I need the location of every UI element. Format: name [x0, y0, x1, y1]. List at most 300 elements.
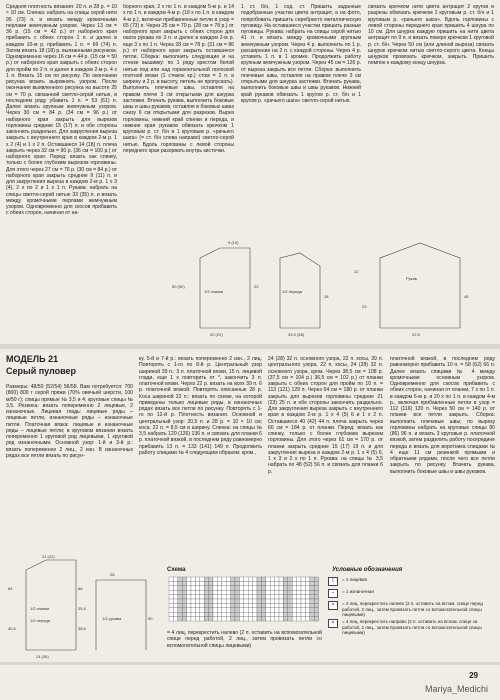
chart-cell — [222, 590, 226, 594]
model-header — [6, 354, 141, 379]
chart-cell — [217, 608, 221, 612]
bottom-sleeve-label: 1/2 рукава — [102, 616, 122, 621]
chart-cell — [235, 617, 239, 621]
chart-cell — [279, 577, 283, 581]
chart-cell — [261, 595, 265, 599]
chart-cell — [275, 581, 279, 585]
chart-cell — [209, 608, 213, 612]
chart-cell — [279, 617, 283, 621]
chart-cell — [182, 612, 186, 616]
chart-cell — [187, 577, 191, 581]
chart-cell — [195, 603, 199, 607]
chart-cell — [209, 590, 213, 594]
chart-cell — [191, 577, 195, 581]
chart-cell — [239, 617, 243, 621]
chart-cell — [209, 581, 213, 585]
chart-cell — [173, 603, 177, 607]
chart-cell — [226, 617, 230, 621]
chart-cell — [217, 599, 221, 603]
chart-cell — [301, 608, 305, 612]
back-label: 1/2 спинки — [204, 289, 224, 294]
chart-cell — [244, 599, 248, 603]
chart-cell — [261, 617, 265, 621]
chart-cell — [209, 612, 213, 616]
chart-cell — [301, 612, 305, 616]
chart-cell — [200, 577, 204, 581]
chart-cell — [261, 599, 265, 603]
chart-cell — [204, 599, 208, 603]
chart-cell — [187, 595, 191, 599]
legend-text: = 1 изнаночная — [342, 589, 374, 594]
chart-cell — [279, 603, 283, 607]
chart-cell — [270, 608, 274, 612]
chart-cell — [231, 599, 235, 603]
chart-cell — [305, 608, 309, 612]
chart-cell — [305, 599, 309, 603]
chart-cell — [173, 599, 177, 603]
chart-cell — [275, 577, 279, 581]
chart-cell — [239, 577, 243, 581]
chart-cell — [270, 599, 274, 603]
chart-cell — [283, 617, 287, 621]
chart-cell — [213, 586, 217, 590]
chart-cell — [244, 612, 248, 616]
chart-cell — [235, 590, 239, 594]
chart-cell — [244, 617, 248, 621]
chart-cell — [169, 608, 173, 612]
chart-cell — [270, 595, 274, 599]
chart-cell — [261, 581, 265, 585]
chart-note: = 4 лиц, перекрестить налево (2 п. оставить на вспомогательной спице перед работой, 2 лиц., затем провязать петли со вспомогательной спицы лицевыми) — [167, 630, 322, 649]
chart-cell — [209, 595, 213, 599]
chart-cell — [257, 603, 261, 607]
chart-cell — [297, 599, 301, 603]
chart-cell — [292, 603, 296, 607]
chart-cell — [257, 590, 261, 594]
bottom-schematics — [6, 550, 161, 660]
chart-cell — [283, 603, 287, 607]
chart-cell — [226, 599, 230, 603]
chart-cell — [314, 581, 318, 585]
chart-cell — [222, 586, 226, 590]
chart-cell — [182, 577, 186, 581]
chart-cell — [301, 603, 305, 607]
chart-cell — [235, 612, 239, 616]
chart-cell — [169, 590, 173, 594]
chart-cell — [266, 617, 270, 621]
chart-cell — [182, 608, 186, 612]
chart-cell — [239, 590, 243, 594]
model21-column-4 — [390, 356, 495, 551]
chart-cell — [270, 586, 274, 590]
chart-cell — [310, 608, 314, 612]
chart-cell — [226, 590, 230, 594]
chart-cell — [310, 599, 314, 603]
chart-cell — [195, 586, 199, 590]
chart-cell — [253, 586, 257, 590]
chart-cell — [195, 617, 199, 621]
chart-cell — [169, 599, 173, 603]
chart-cell — [314, 603, 318, 607]
schematic-svg — [170, 228, 490, 340]
chart-cell — [297, 577, 301, 581]
chart-cell — [292, 595, 296, 599]
chart-cell — [173, 617, 177, 621]
chart-cell — [182, 590, 186, 594]
chart-cell — [231, 577, 235, 581]
chart-cell — [288, 599, 292, 603]
chart-cell — [279, 581, 283, 585]
measure: 28 — [324, 294, 329, 299]
chart-cell — [200, 586, 204, 590]
chart-cell — [292, 581, 296, 585]
chart-cell — [248, 595, 252, 599]
chart-cell — [275, 612, 279, 616]
chart-cell — [301, 599, 305, 603]
chart-cell — [257, 595, 261, 599]
chart-cell — [248, 577, 252, 581]
chart-cell — [253, 603, 257, 607]
chart-cell — [257, 599, 261, 603]
chart-cell — [314, 595, 318, 599]
chart-cell — [182, 586, 186, 590]
legend — [328, 577, 494, 657]
chart-cell — [178, 617, 182, 621]
chart-cell — [217, 617, 221, 621]
measure: 64 — [8, 586, 13, 591]
chart-notes — [167, 630, 322, 660]
chart-cell — [195, 599, 199, 603]
chart-cell — [209, 586, 213, 590]
chart-cell — [288, 577, 292, 581]
chart-cell — [182, 595, 186, 599]
chart-cell — [297, 612, 301, 616]
chart-cell — [253, 617, 257, 621]
chart-cell — [288, 603, 292, 607]
legend-item — [328, 589, 494, 601]
chart-cell — [288, 617, 292, 621]
chart-cell — [253, 599, 257, 603]
chart-cell — [169, 612, 173, 616]
chart-cell — [226, 595, 230, 599]
chart-cell — [305, 617, 309, 621]
chart-cell — [200, 595, 204, 599]
chart-cell — [301, 595, 305, 599]
chart-cell — [178, 581, 182, 585]
model-title: Серый пуловер — [6, 366, 77, 376]
chart-cell — [182, 617, 186, 621]
chart-cell — [178, 608, 182, 612]
chart-cell — [191, 617, 195, 621]
chart-cell — [209, 603, 213, 607]
chart-cell — [257, 581, 261, 585]
chart-cell — [248, 581, 252, 585]
legend-text: = 1 лицевая — [342, 577, 368, 582]
chart-cell — [200, 590, 204, 594]
measure: 24 (26) — [36, 654, 49, 659]
chart-cell — [204, 577, 208, 581]
chart-cell — [178, 603, 182, 607]
sleeve-label: Рукав — [406, 276, 417, 281]
chart-cell — [301, 590, 305, 594]
chart-cell — [283, 581, 287, 585]
chart-cell — [261, 586, 265, 590]
chart-cell — [314, 590, 318, 594]
page-number: 29 — [469, 671, 478, 680]
chart-cell — [178, 612, 182, 616]
model21-column-3 — [268, 356, 383, 551]
cable-left-symbol: × — [328, 601, 338, 610]
column-text: 1 ст. б/н, 1 сод. ст. Пришить заданные подобранные участки цвета антрацит, а на фото, попробовать пришить серебристо металлическую пуговицу. На оставшиеся участки пришить разные пуговицы. Рукава: набрать на спицы серой нитью 41 п. и вязать между кромочными крупным жемчужным узором. Через 4 р. выполнить по 1 р. расширение на 2 п. с каждой стороны. Через 4 р. уставить 1 п. в 1 кромке. Продолжить работу крупным жемчужным узором. Через 45 см = 126 р. от выреза закрыть все петли. Сборка: выполнить плечевые швы, оставляя на правом плече 3 см открытыми для шнурка застежки. Втачать рукава, выполнить боковые швы и швы рукавов. Нижний край рукавов обвязать 1 кругом р. ст. б/н и 1 кругом р. «рачьего шага» светло-серой нитью. — [241, 4, 361, 104]
chart-cell — [310, 586, 314, 590]
knitting-chart — [167, 575, 322, 625]
chart-cell — [279, 608, 283, 612]
chart-cell — [283, 577, 287, 581]
chart-cell — [314, 586, 318, 590]
chart-cell — [173, 590, 177, 594]
model-number: МОДЕЛЬ 21 — [6, 354, 59, 364]
chart-cell — [239, 581, 243, 585]
measure: 38,5 — [78, 626, 86, 631]
chart-cell — [213, 599, 217, 603]
legend-item — [328, 601, 494, 619]
chart-cell — [213, 595, 217, 599]
chart-cell — [248, 612, 252, 616]
chart-cell — [244, 577, 248, 581]
chart-cell — [292, 612, 296, 616]
chart-cell — [222, 612, 226, 616]
chart-cell — [195, 590, 199, 594]
measure: 28 — [110, 572, 115, 577]
chart-cell — [195, 608, 199, 612]
chart-cell — [275, 608, 279, 612]
chart-cell — [266, 608, 270, 612]
measure: 50 — [148, 616, 153, 621]
chart-cell — [283, 595, 287, 599]
cable-right-symbol: × — [328, 619, 338, 628]
chart-cell — [169, 617, 173, 621]
chart-cell — [279, 590, 283, 594]
measure: 22,5 — [412, 332, 420, 337]
chart-cell — [292, 586, 296, 590]
chart-cell — [231, 595, 235, 599]
chart-cell — [213, 590, 217, 594]
chart-cell — [275, 603, 279, 607]
chart-cell — [226, 577, 230, 581]
chart-cell — [305, 590, 309, 594]
chart-cell — [266, 590, 270, 594]
chart-cell — [244, 603, 248, 607]
chart-cell — [178, 577, 182, 581]
chart-cell — [266, 603, 270, 607]
chart-cell — [169, 603, 173, 607]
chart-cell — [270, 577, 274, 581]
chart-cell — [222, 617, 226, 621]
chart-cell — [178, 590, 182, 594]
section-divider — [0, 344, 500, 349]
legend-text: = 4 лиц, перекрестить направо (2 п. оставить на вспом. спице за работой, 2 лиц., затем провязать петли со вспомогательной спицы лицевыми) — [342, 619, 482, 635]
chart-cell — [283, 599, 287, 603]
chart-cell — [253, 581, 257, 585]
chart-cell — [187, 586, 191, 590]
chart-cell — [182, 603, 186, 607]
chart-cell — [314, 599, 318, 603]
chart-cell — [213, 581, 217, 585]
chart-cell — [288, 586, 292, 590]
measure: 25,5 — [78, 606, 86, 611]
column-text: борного края, 2 х по 1 п. в каждом 5-м р. и 14 х по 1 п. в каждом 4-м р. (19 х по 1 п. в каждом 4-м р.), включая прибавленные петли в узор = 65 (73) п. Через 25 см = 70 р. (28 см = 78 р.) от наборного края закрыть с обеих сторон для оката рукава по 3 п. и далее в каждом 2-м р. еще 3 х по 1 п. Через 28 см = 78 р. (31 см = 86 р.) от наборного края закрыть оставшиеся петли. Сборка: выполнить следующие и на стенке вышивку: по 1 ряду крестом белой нитью под или над горизонтальной полоской плотной вязки (1 стежок кр.) стом = 2 п. в ширину и 2 р. в высоту, петель не пропускать). Выполнить плечевые швы, оставляя на правом плече 3 см открытыми для шнурка застежки. Втачать рукава, выполнить боковые швы и швы рукавов, оставляя в боковых швах снизу 6 см открытыми для разрезов. Вырез горловины, нижний край спинки и переда, и нижние края рукавов обвязать крючком 1 круговым р. ст. б/н и 1 круговым р. «рачьего шага» (= ст. б/н слева направо) светло-серой нитью. Вдоль горловины с левой стороны переднего края разорвать внутрь кисточки. — [123, 4, 234, 154]
chart-cell — [217, 590, 221, 594]
chart-cell — [178, 586, 182, 590]
chart-cell — [222, 603, 226, 607]
column-text: Средняя плотность вязания: 20 п. и 28 р. = 10 × 10 см. Спинка: набрать на спицы серой нити 95 (73) п. и вязать между кромочными перлами жемчужным узором. Через 13 см = 36 р. (15 см = 42 р.) от наборного края прибавить с обеих сторон 1 п. и далее в каждом 10-м р. прибавить 1 п. = 66 (74) п. Затем вязать 18 (18) р. выязанными рисунком. Одновременно через 16 см = 44 р. (15 см = 50 р.) от наборного края закрыть с обеих сторон для пройм по 2 п. и далее в каждом 2-м р. 4 х 1 п. Вязать 15 см по рисунку. По окончании рисунка вязать выровнить узором. После окончания выявленного рисунка на высоте 25 см = 70 р. связанной светло-серой нитью, в последнем ряду убавить 1 п. = 53 (61) п. Далее вязать крупным жемчужным узором. Через 30 см = 84 р. (34 см = 96 р.) от наборного края закрыть для вырезов горловины средние 15 (17) п. и обе стороны закончить раздельно. Для закругления выреза закрыть с внутреннего края в каждом 2-м р. 1 х 2 (4) и 1 х 2 п. Оставшиеся 14 (18) п. плеча закрыть через 32 см = 90 р. (36 см = 100 р.) от наборного края. Перед: вязать как спинку, только с более глубоким вырезом горловины. Для этого через 27 см = 76 р. (30 см = 84 р.) от наборного края закрыть средние 9 (11) п. и для закругления выреза в каждом 2-м р. 1 х 3 (4), 2 х по 2 и 1 х 1 п. Рукава: набрать на спицы светло-серой нитью 33 (35) п. и вязать между кромочными перлами жемчужным узором. Одновременно для скосов прибавить с обеих сторон, начиная от на- — [6, 4, 117, 217]
chart-cell — [231, 581, 235, 585]
chart-cell — [314, 612, 318, 616]
chart-cell — [209, 599, 213, 603]
chart-cell — [231, 608, 235, 612]
chart-cell — [226, 581, 230, 585]
chart-cell — [275, 599, 279, 603]
chart-cell — [253, 612, 257, 616]
chart-cell — [301, 617, 305, 621]
chart-cell — [266, 577, 270, 581]
chart-cell — [244, 595, 248, 599]
chart-cell — [244, 590, 248, 594]
chart-cell — [297, 617, 301, 621]
model21-column-1 — [6, 384, 133, 544]
chart-cell — [226, 608, 230, 612]
chart-cell — [297, 608, 301, 612]
chart-cell — [187, 603, 191, 607]
chart-cell — [209, 577, 213, 581]
legend-title: Условные обозначения — [332, 567, 403, 573]
chart-cell — [204, 608, 208, 612]
chart-cell — [222, 581, 226, 585]
chart-cell — [248, 590, 252, 594]
chart-cell — [235, 595, 239, 599]
chart-cell — [266, 612, 270, 616]
chart-cell — [239, 586, 243, 590]
chart-cell — [244, 586, 248, 590]
measure: 23 — [362, 304, 367, 309]
chart-cell — [305, 612, 309, 616]
chart-cell — [314, 577, 318, 581]
chart-cell — [213, 617, 217, 621]
chart-cell — [239, 595, 243, 599]
chart-cell — [187, 590, 191, 594]
chart-cell — [204, 612, 208, 616]
chart-cell — [266, 581, 270, 585]
chart-cell — [266, 595, 270, 599]
chart-cell — [217, 612, 221, 616]
back-piece-outline — [200, 248, 250, 328]
sleeve-outline — [380, 243, 460, 328]
chart-cell — [187, 617, 191, 621]
chart-cell — [173, 612, 177, 616]
chart-cell — [191, 603, 195, 607]
chart-cell — [204, 590, 208, 594]
chart-cell — [235, 577, 239, 581]
legend-item — [328, 619, 494, 637]
chart-cell — [288, 595, 292, 599]
chart-cell — [314, 608, 318, 612]
chart-cell — [217, 577, 221, 581]
measure: 66 — [78, 586, 83, 591]
chart-cell — [261, 603, 265, 607]
top-schematics — [170, 228, 490, 340]
chart-cell — [173, 581, 177, 585]
column-text: связать крючком нити цвета антрацит 2 кругов и разрезы обвязать крючком 1 круговым р. ст. б/н и 1 круговым р. «рачьего шага». Вдоль горловины с левой стороны переднего края пришить 4 шнура по 10 см. Для шнурка каждую пришить на нити цвета антрацит по 9 п. и вязать поверх крючком 1 круговой р. ст. б/н. Через 50 см (или длиной выреза) связать шнурок крючком нитью светло-серого цвета. Концы шнурков провязать крючком, закрыть. Пришить помпон к каждому концу шнурка. — [368, 4, 494, 67]
chart-cell — [191, 586, 195, 590]
chart-cell — [257, 608, 261, 612]
chart-cell — [239, 599, 243, 603]
chart-cell — [169, 595, 173, 599]
chart-cell — [169, 577, 173, 581]
chart-cell — [292, 590, 296, 594]
chart-cell — [222, 595, 226, 599]
chart-cell — [257, 586, 261, 590]
chart-cell — [231, 586, 235, 590]
chart-cell — [314, 617, 318, 621]
chart-cell — [235, 599, 239, 603]
chart-cell — [217, 581, 221, 585]
chart-cell — [253, 590, 257, 594]
chart-cell — [292, 599, 296, 603]
bottom-strip — [0, 662, 500, 665]
chart-cell — [191, 595, 195, 599]
chart-cell — [297, 595, 301, 599]
chart-cell — [169, 581, 173, 585]
chart-cell — [279, 612, 283, 616]
measure: 40,5 — [8, 626, 16, 631]
chart-cell — [279, 599, 283, 603]
chart-cell — [310, 612, 314, 616]
model21-column-2 — [139, 356, 262, 551]
chart-grid-svg — [167, 575, 322, 625]
text-column-1 — [6, 4, 117, 287]
chart-cell — [200, 603, 204, 607]
chart-cell — [305, 577, 309, 581]
chart-cell — [173, 608, 177, 612]
chart-cell — [191, 608, 195, 612]
chart-cell — [231, 612, 235, 616]
chart-cell — [226, 586, 230, 590]
chart-cell — [222, 608, 226, 612]
chart-cell — [261, 608, 265, 612]
text-column-3 — [241, 4, 361, 222]
chart-cell — [182, 581, 186, 585]
chart-cell — [195, 577, 199, 581]
chart-cell — [244, 581, 248, 585]
chart-cell — [191, 599, 195, 603]
chart-cell — [178, 595, 182, 599]
chart-cell — [239, 612, 243, 616]
chart-cell — [213, 612, 217, 616]
chart-cell — [305, 581, 309, 585]
chart-cell — [173, 595, 177, 599]
chart-cell — [270, 590, 274, 594]
chart-cell — [292, 608, 296, 612]
chart-cell — [222, 577, 226, 581]
chart-cell — [305, 586, 309, 590]
chart-cell — [288, 590, 292, 594]
column-text: Размеры: 48/50 (52/54) 56/58. Вам потребуется: 700 (800) 800 г серой пряжи (70% овечьей шерсти, 100 м/50 г); спицы прямые № 3,5 и 4; круговые спицы № 3,5. Резинка: вязать попеременно 2 лицевые, 2 изнаночные. Лицевая гладь: лицевые ряды – лицевые петли, изнаночные ряды – изнаночные петли. Платочная вязка: лицевые и изнаночные ряды – лицевые петли; в круговом вязании вязать попеременно 1 круговой ряд лицевыми, 1 круговой ряд изнаночными. Основной узор: 1-й и 3-й р.: вязать попеременно 2 лиц., 2 изн. В изнаночных рядах все петли вязать по рисун- — [6, 384, 133, 459]
chart-cell — [305, 603, 309, 607]
chart-cell — [200, 608, 204, 612]
chart-cell — [248, 603, 252, 607]
chart-cell — [182, 599, 186, 603]
chart-cell — [217, 603, 221, 607]
